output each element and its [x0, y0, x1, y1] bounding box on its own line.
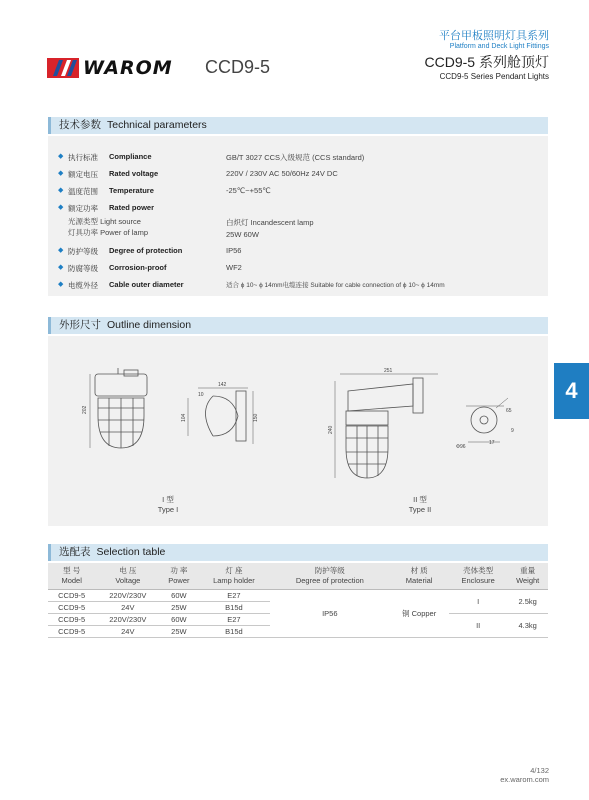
col-protection: 防护等级 Degree of protection: [270, 563, 389, 589]
section-title-en: Outline dimension: [107, 319, 192, 331]
model-title: CCD9-5: [205, 57, 271, 77]
outline-dimension-header: [48, 317, 548, 334]
dim-label: 17: [489, 440, 495, 446]
cell-enclosure: II: [449, 613, 507, 637]
param-label-cn: 电缆外径: [68, 281, 98, 290]
series-en: CCD9-5 Series Pendant Lights: [439, 72, 549, 81]
section-title-en: Technical parameters: [107, 119, 207, 131]
cell-protection: IP56: [270, 589, 389, 637]
dim-label: 104: [181, 413, 187, 422]
param-value: -25℃~+55℃: [226, 186, 271, 195]
param-label-en: Corrosion-proof: [109, 263, 167, 272]
cell-holder: E27: [197, 613, 270, 625]
cell-holder: B15d: [197, 601, 270, 613]
param-value: 适合 ϕ 10~ ϕ 14mm电缆连接 Suitable for cable connection of ϕ 10~ ϕ 14mm: [226, 282, 445, 289]
light-source-label: 光源类型 Light source: [68, 217, 141, 226]
cell-voltage: 24V: [95, 601, 160, 613]
diamond-bullet-icon: ◆: [58, 247, 64, 254]
series-cn: CCD9-5 系列舱顶灯: [424, 54, 549, 70]
param-label-cn: 额定功率: [68, 204, 98, 213]
cell-power: 60W: [160, 613, 197, 625]
diamond-bullet-icon: ◆: [58, 281, 64, 288]
cell-holder: E27: [197, 589, 270, 601]
param-value: GB/T 3027 CCS入级规范 (CCS standard): [226, 153, 365, 162]
brand-name: WAROM: [83, 57, 173, 79]
cell-weight: 2.5kg: [507, 589, 548, 613]
type2-cn: II 型: [413, 495, 427, 504]
outline-dimension-panel: [48, 336, 548, 526]
cell-voltage: 24V: [95, 625, 160, 637]
cell-enclosure: I: [449, 589, 507, 613]
dim-label: 65: [506, 408, 512, 414]
type1-cn: I 型: [162, 495, 174, 504]
type2-en: Type II: [408, 505, 432, 514]
technical-parameters-panel: [48, 136, 548, 296]
warom-logo: [47, 56, 173, 80]
col-model: 型 号 Model: [48, 563, 95, 589]
dim-label: 240: [328, 425, 334, 434]
selection-table-wrap: [48, 563, 548, 638]
cell-material: 铜 Copper: [389, 589, 449, 637]
dim-label: 251: [384, 368, 393, 374]
type1-en: Type I: [157, 505, 179, 514]
param-label-en: Degree of protection: [109, 246, 183, 255]
cell-power: 60W: [160, 589, 197, 601]
diamond-bullet-icon: ◆: [58, 170, 64, 177]
param-label-cn: 执行标准: [68, 153, 98, 162]
param-label-en: Rated voltage: [109, 169, 159, 178]
col-weight: 重量 Weight: [507, 563, 548, 589]
dim-label: 142: [218, 382, 227, 388]
light-source-value: 白炽灯 Incandescent lamp: [226, 218, 314, 227]
param-label-en: Temperature: [109, 186, 154, 195]
table-row: [48, 589, 548, 601]
cell-model: CCD9-5: [48, 601, 95, 613]
param-label-cn: 额定电压: [68, 170, 98, 179]
section-title-cn: 外形尺寸: [59, 319, 101, 331]
page-number: 4/132: [530, 766, 549, 775]
cell-power: 25W: [160, 625, 197, 637]
category-cn: 平台甲板照明灯具系列: [439, 30, 549, 42]
param-value: 220V / 230V AC 50/60Hz 24V DC: [226, 169, 338, 178]
outline-drawing: [48, 336, 548, 526]
section-title-cn: 选配表: [59, 546, 91, 558]
dim-label: Φ96: [456, 444, 466, 450]
chapter-tab: 4: [554, 363, 589, 419]
dim-label: 10: [198, 392, 204, 398]
cell-holder: B15d: [197, 625, 270, 637]
page-footer: [500, 766, 549, 784]
cell-weight: 4.3kg: [507, 613, 548, 637]
diamond-bullet-icon: ◆: [58, 204, 64, 211]
type1-front-view: [90, 368, 147, 448]
table-header-row: [48, 563, 548, 589]
cell-voltage: 220V/230V: [95, 613, 160, 625]
col-power: 功 率 Power: [160, 563, 197, 589]
dim-label: 150: [253, 413, 259, 422]
selection-table-header: [48, 544, 548, 561]
selection-table: [48, 563, 548, 638]
param-label-cn: 防护等级: [68, 247, 98, 256]
section-title-cn: 技术参数: [59, 119, 101, 131]
param-label-en: Rated power: [109, 203, 155, 212]
type2-caption: [390, 494, 450, 514]
cell-voltage: 220V/230V: [95, 589, 160, 601]
cell-power: 25W: [160, 601, 197, 613]
col-enclosure: 壳体类型 Enclosure: [449, 563, 507, 589]
dim-label: 9: [511, 428, 514, 434]
type1-caption: [138, 494, 198, 514]
col-lamp-holder: 灯 座 Lamp holder: [197, 563, 270, 589]
cell-model: CCD9-5: [48, 589, 95, 601]
dim-label: 202: [82, 405, 88, 414]
col-voltage: 电 压 Voltage: [95, 563, 160, 589]
page-header: [0, 0, 589, 100]
col-material: 材 质 Material: [389, 563, 449, 589]
type2-front-view: [335, 374, 438, 478]
technical-parameters-header: [48, 117, 548, 134]
diamond-bullet-icon: ◆: [58, 153, 64, 160]
param-value: WF2: [226, 263, 242, 272]
param-label-en: Compliance: [109, 152, 152, 161]
category-en: Platform and Deck Light Fittings: [449, 43, 549, 50]
cell-model: CCD9-5: [48, 625, 95, 637]
param-value: IP56: [226, 246, 242, 255]
param-label-cn: 温度范围: [68, 187, 98, 196]
warom-logo-mark-icon: [47, 56, 79, 80]
param-label-cn: 防腐等级: [68, 264, 98, 273]
section-title-en: Selection table: [96, 546, 166, 558]
cell-model: CCD9-5: [48, 613, 95, 625]
series-heading: [425, 27, 549, 81]
website-link[interactable]: ex.warom.com: [500, 775, 549, 784]
lamp-power-value: 25W 60W: [226, 230, 259, 239]
diamond-bullet-icon: ◆: [58, 187, 64, 194]
diamond-bullet-icon: ◆: [58, 264, 64, 271]
lamp-power-label: 灯具功率 Power of lamp: [68, 228, 149, 237]
param-label-en: Cable outer diameter: [109, 280, 184, 289]
type2-mounting-plate: [466, 398, 508, 442]
